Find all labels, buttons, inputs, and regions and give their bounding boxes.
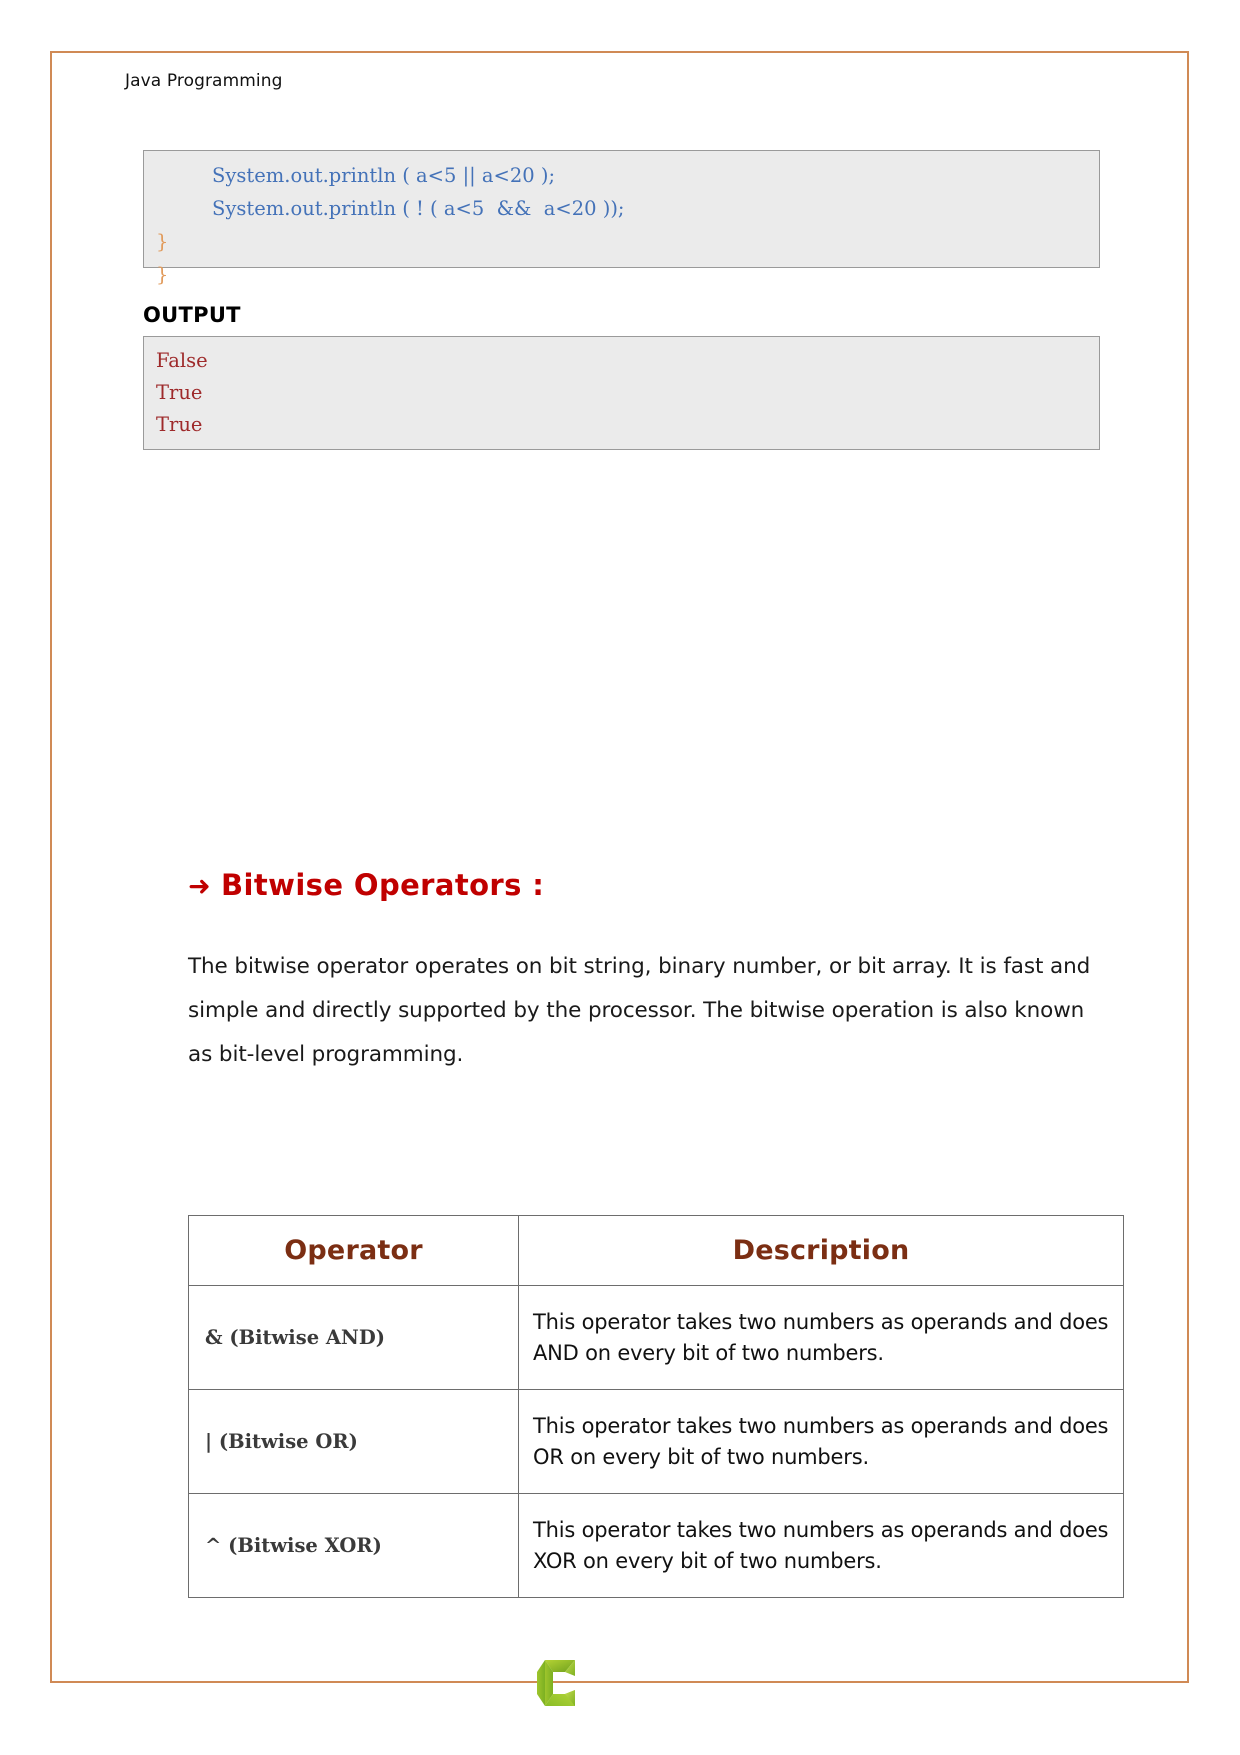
column-header-operator: Operator — [189, 1216, 519, 1286]
code-line: System.out.println ( ! ( a<5 && a<20 )); — [212, 197, 625, 220]
table-row — [189, 1286, 1124, 1390]
output-label: OUTPUT — [143, 303, 241, 327]
cell-description: This operator takes two numbers as operands and does XOR on every bit of two numbers. — [519, 1494, 1124, 1598]
intro-paragraph: The bitwise operator operates on bit string, binary number, or bit array. It is fast and simple and directly supported by the processor. The bitwise operation is also known as bit-level programming. — [188, 954, 1091, 1067]
cell-operator: & (Bitwise AND) — [189, 1286, 519, 1390]
section-heading — [188, 868, 544, 902]
output-line: True — [156, 413, 203, 436]
code-line: System.out.println ( a<5 || a<20 ); — [212, 164, 556, 187]
output-block — [143, 336, 1100, 450]
code-line: } — [156, 230, 169, 253]
code-block — [143, 150, 1100, 286]
cell-description: This operator takes two numbers as operands and does OR on every bit of two numbers. — [519, 1390, 1124, 1494]
cell-operator: ^ (Bitwise XOR) — [189, 1494, 519, 1598]
output-line: True — [156, 381, 203, 404]
code-line: } — [156, 263, 169, 286]
table-header-row — [189, 1216, 1124, 1286]
cell-operator: | (Bitwise OR) — [189, 1390, 519, 1494]
column-header-description: Description — [519, 1216, 1124, 1286]
output-line: False — [156, 349, 208, 372]
green-c-logo — [523, 1648, 593, 1718]
running-header-title: Java Programming — [125, 71, 283, 91]
arrow-right-icon: ➜ — [188, 871, 212, 902]
section-heading-text: Bitwise Operators : — [221, 868, 545, 902]
table-row — [189, 1494, 1124, 1598]
table-row — [189, 1390, 1124, 1494]
cell-description: This operator takes two numbers as operands and does AND on every bit of two numbers. — [519, 1286, 1124, 1390]
bitwise-operators-table — [188, 1215, 1124, 1598]
